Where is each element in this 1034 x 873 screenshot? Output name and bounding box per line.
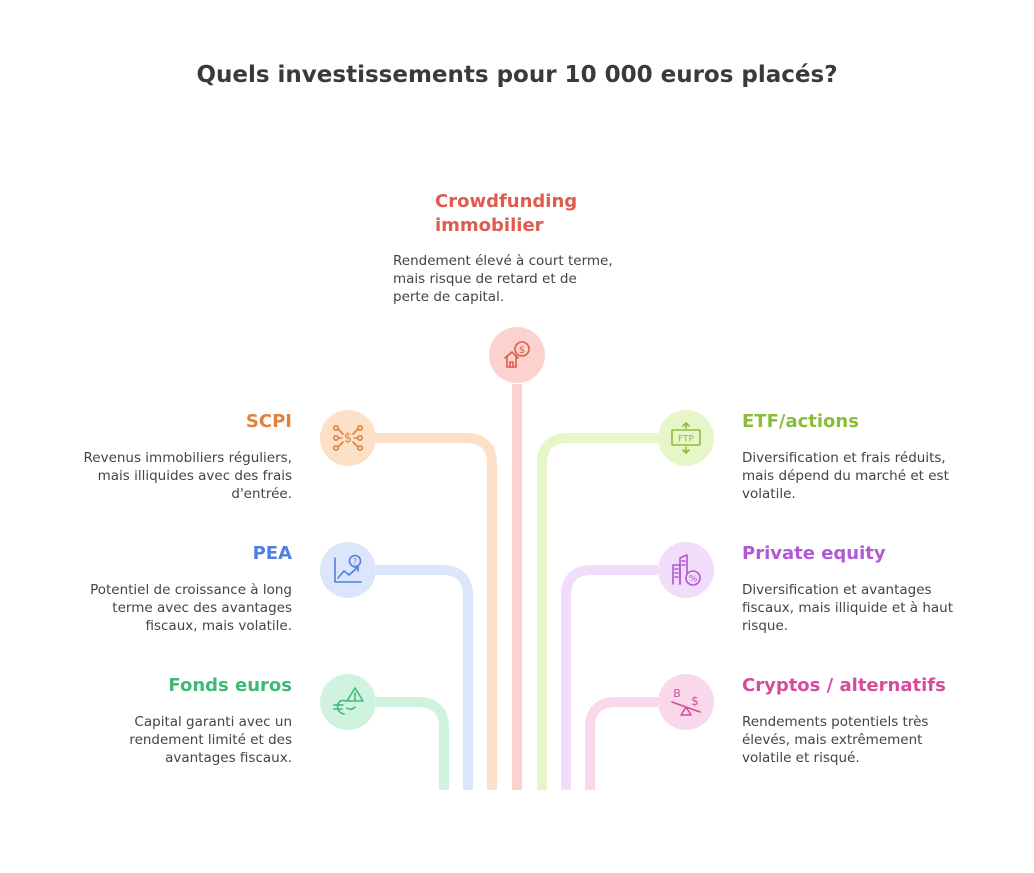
chart-question-icon xyxy=(320,542,376,598)
pea-description: Potentiel de croissance à long terme avec des avantages fiscaux, mais volatile. xyxy=(90,582,292,634)
page-title: Quels investissements pour 10 000 euros placés? xyxy=(196,62,838,88)
fonds-euros-description: Capital garanti avec un rendement limité et des avantages fiscaux. xyxy=(129,714,292,766)
svg-text:B: B xyxy=(673,687,681,700)
connector-fonds xyxy=(376,702,444,790)
building-percent-icon xyxy=(658,542,714,598)
cryptos-title: Cryptos / alternatifs xyxy=(742,675,946,696)
etf-description: Diversification et frais réduits, mais dépend du marché et est volatile. xyxy=(742,450,949,502)
network-dollar-icon xyxy=(320,410,376,466)
scpi-description: Revenus immobiliers réguliers, mais illiquides avec des frais d'entrée. xyxy=(83,450,292,502)
scale-bitcoin-dollar-icon xyxy=(658,674,714,730)
cryptos-description: Rendements potentiels très élevés, mais extrêmement volatile et risqué. xyxy=(742,714,929,766)
crowdfunding-title: Crowdfunding immobilier xyxy=(435,191,578,236)
connector-private xyxy=(566,570,658,790)
svg-text:$: $ xyxy=(343,431,353,446)
private-equity-title: Private equity xyxy=(742,543,886,564)
private-equity-description: Diversification et avantages fiscaux, mais illiquide et à haut risque. xyxy=(742,582,954,634)
euro-warning-icon xyxy=(320,674,376,730)
connector-cryptos xyxy=(590,702,658,790)
etf-title: ETF/actions xyxy=(742,411,859,432)
scpi-title: SCPI xyxy=(245,411,292,432)
connector-pea xyxy=(376,570,468,790)
ftp-arrows-icon xyxy=(658,410,714,466)
crowdfunding-description: Rendement élevé à court terme, mais risque de retard et de perte de capital. xyxy=(393,253,613,305)
connector-etf xyxy=(542,438,658,790)
pea-title: PEA xyxy=(252,543,292,564)
svg-text:%: % xyxy=(688,574,698,585)
connector-scpi xyxy=(376,438,492,790)
svg-text:$: $ xyxy=(518,345,526,356)
house-dollar-icon xyxy=(489,327,545,383)
svg-text:$: $ xyxy=(691,694,699,708)
fonds-euros-title: Fonds euros xyxy=(168,675,292,696)
svg-text:?: ? xyxy=(352,557,358,566)
svg-text:FTP: FTP xyxy=(678,434,694,445)
